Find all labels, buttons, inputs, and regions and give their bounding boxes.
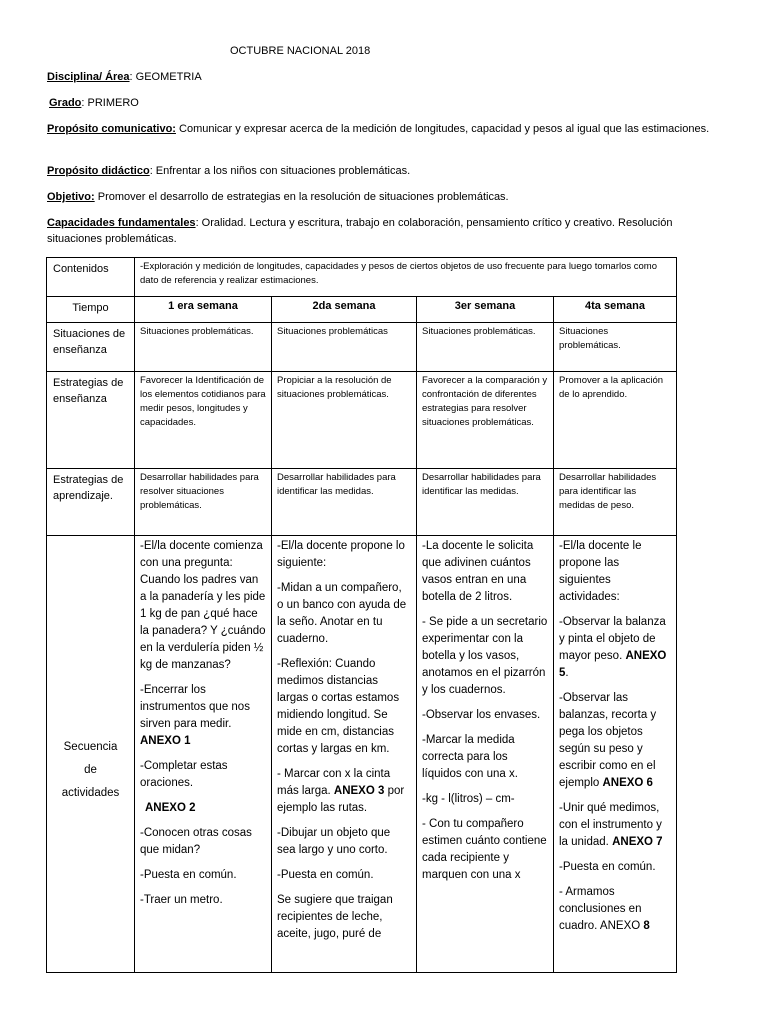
anexo-ref: ANEXO 2 — [145, 802, 196, 814]
field-value: : GEOMETRIA — [129, 71, 202, 83]
anexo-ref: ANEXO 5 — [559, 650, 667, 679]
field-capacidades — [47, 215, 727, 247]
activity-line: -Observar las balanzas, recorta y pega los objetos según su peso y escribir como en el ejemplo — [559, 692, 657, 789]
week-header: 3er semana — [417, 297, 554, 323]
activity-text: -El/la docente propone lo siguiente: — [277, 540, 405, 569]
table-cell: Situaciones problemáticas. — [417, 323, 554, 372]
activity-text: -kg - l(litros) – cm- — [422, 793, 515, 805]
row-label: Tiempo — [47, 297, 135, 323]
table-row-contenidos — [47, 258, 677, 297]
contenidos-cell: -Exploración y medición de longitudes, capacidades y pesos de ciertos objetos de uso frecuente para luego tomarlos como dato de referencia y realizar estimaciones. — [135, 258, 677, 297]
activity-line: - Armamos conclusiones en cuadro. ANEXO — [559, 886, 644, 932]
table-cell: Favorecer la Identificación de los elementos cotidianos para medir pesos, longitudes y capacidades. — [135, 372, 272, 469]
activity-text: -Puesta en común. — [277, 869, 374, 881]
table-row-tiempo — [47, 297, 677, 323]
table-cell: Situaciones problemáticas. — [554, 323, 677, 372]
anexo-ref: ANEXO 3 — [333, 785, 385, 797]
activity-text: - Con tu compañero estimen cuánto contiene cada recipiente y marquen con una x — [422, 818, 547, 881]
activity-text — [559, 614, 671, 682]
table-row-secuencia — [47, 536, 677, 973]
week-header: 2da semana — [272, 297, 417, 323]
table-row-estrategias-ensenanza — [47, 372, 677, 469]
table-cell: Favorecer a la comparación y confrontación de diferentes estrategias para resolver situaciones problemáticas. — [417, 372, 554, 469]
anexo-ref: ANEXO 6 — [602, 777, 653, 789]
row-label-line: de — [84, 763, 97, 776]
anexo-ref: ANEXO 7 — [612, 836, 663, 848]
activity-text — [559, 690, 671, 792]
field-label: Grado — [49, 97, 82, 109]
row-label: Estrategias de aprendizaje. — [47, 469, 135, 536]
activity-text: -Marcar la medida correcta para los líquidos con una x. — [422, 734, 518, 780]
activity-text — [140, 800, 266, 817]
planning-table — [46, 257, 677, 973]
activity-text: -Puesta en común. — [559, 861, 656, 873]
field-proposito-didactico — [47, 163, 410, 179]
secuencia-week-3 — [417, 536, 554, 973]
document-header: OCTUBRE NACIONAL 2018 — [230, 45, 371, 57]
field-label: Propósito didáctico — [47, 165, 150, 177]
table-cell: Situaciones problemáticas — [272, 323, 417, 372]
activity-text: -Completar estas oraciones. — [140, 760, 228, 789]
table-cell: Desarrollar habilidades para identificar las medidas de peso. — [554, 469, 677, 536]
row-label: Contenidos — [47, 258, 135, 297]
field-label: Objetivo: — [47, 191, 95, 203]
field-proposito-comunicativo — [47, 121, 727, 137]
activity-line: -Encerrar los instrumentos que nos sirven para medir. — [140, 684, 250, 730]
field-objetivo — [47, 189, 509, 205]
table-row-estrategias-aprendizaje — [47, 469, 677, 536]
row-label-secuencia — [47, 536, 135, 973]
activity-text — [559, 884, 671, 935]
activity-text: Se sugiere que traigan recipientes de leche, aceite, jugo, puré de — [277, 894, 393, 940]
field-label: Disciplina/ Área — [47, 71, 130, 83]
secuencia-week-4 — [554, 536, 677, 973]
table-row-situaciones — [47, 323, 677, 372]
field-value: : PRIMERO — [81, 97, 139, 109]
activity-line: por ejemplo las rutas. — [277, 785, 405, 814]
table-cell: Situaciones problemáticas. — [135, 323, 272, 372]
secuencia-week-2 — [272, 536, 417, 973]
table-cell: Desarrollar habilidades para resolver situaciones problemáticas. — [135, 469, 272, 536]
activity-text — [140, 682, 266, 750]
row-label-line: Secuencia — [63, 740, 118, 753]
activity-line: . — [565, 667, 569, 679]
activity-text — [559, 800, 671, 851]
activity-text: -Puesta en común. — [140, 869, 237, 881]
field-label: Capacidades fundamentales — [47, 217, 196, 229]
activity-text — [277, 766, 411, 817]
week-header: 1 era semana — [135, 297, 272, 323]
activity-line: - Marcar con x la cinta más larga. — [277, 768, 391, 797]
field-value: Promover el desarrollo de estrategias en la resolución de situaciones problemáticas. — [94, 191, 509, 203]
field-label: Propósito comunicativo: — [47, 123, 176, 135]
activity-text: -La docente le solicita que adivinen cuántos vasos entran en una botella de 2 litros. — [422, 540, 534, 603]
table-cell: Propiciar a la resolución de situaciones problemáticas. — [272, 372, 417, 469]
activity-text: -El/la docente le propone las siguientes actividades: — [559, 540, 642, 603]
anexo-ref: ANEXO 1 — [140, 735, 191, 747]
activity-text: -Conocen otras cosas que midan? — [140, 827, 252, 856]
activity-text: - Se pide a un secretario experimentar con la botella y los vasos, anotamos en el pizarrón y los cuadernos. — [422, 616, 548, 696]
row-label: Situaciones de enseñanza — [47, 323, 135, 372]
table-cell: Desarrollar habilidades para identificar las medidas. — [417, 469, 554, 536]
activity-text: -El/la docente comienza con una pregunta: Cuando los padres van a la panadería y les pide 1 kg de pan ¿qué hace la panadera? Y ¿cuándo en la verdulería piden ½ kg de manzanas? — [140, 540, 266, 671]
table-cell: Promover a la aplicación de lo aprendido. — [554, 372, 677, 469]
field-value: : Oralidad. Lectura y escritura, trabajo en colaboración, pensamiento crítico y creativo. Resolución situaciones problemáticas. — [47, 217, 673, 245]
field-value: Comunicar y expresar acerca de la medición de longitudes, capacidad y pesos al igual que las estimaciones. — [175, 123, 710, 135]
field-grado — [49, 95, 139, 111]
activity-line: -Unir qué medimos, con el instrumento y la unidad. — [559, 802, 662, 848]
activity-text: -Midan a un compañero, o un banco con ayuda de la seño. Anotar en tu cuaderno. — [277, 582, 407, 645]
activity-line: -Observar la balanza y pinta el objeto de mayor peso. — [559, 616, 666, 662]
anexo-ref: 8 — [643, 920, 650, 932]
field-value: : Enfrentar a los niños con situaciones problemáticas. — [149, 165, 411, 177]
row-label: Estrategias de enseñanza — [47, 372, 135, 469]
activity-text: -Reflexión: Cuando medimos distancias largas o cortas estamos midiendo longitud. Se mide en cm, distancias cortas y largas en km. — [277, 658, 400, 755]
row-label-line: actividades — [61, 786, 120, 799]
week-header: 4ta semana — [554, 297, 677, 323]
field-disciplina — [47, 69, 202, 85]
table-cell: Desarrollar habilidades para identificar las medidas. — [272, 469, 417, 536]
activity-text: -Dibujar un objeto que sea largo y uno corto. — [277, 827, 391, 856]
secuencia-week-1 — [135, 536, 272, 973]
activity-text: -Traer un metro. — [140, 894, 223, 906]
activity-text: -Observar los envases. — [422, 709, 541, 721]
